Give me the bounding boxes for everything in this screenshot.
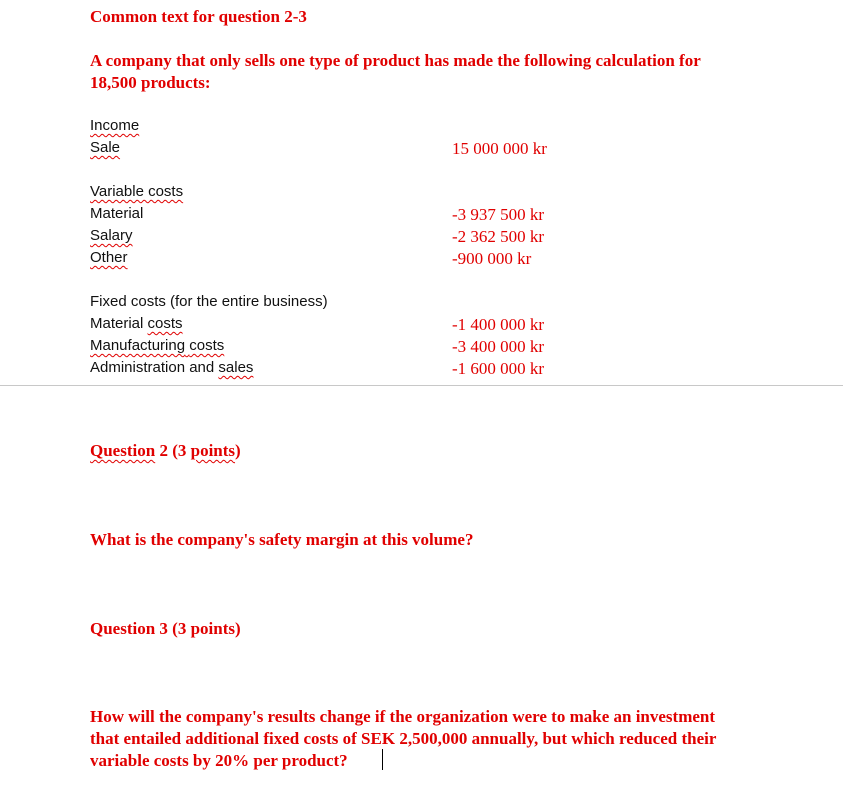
question-2-text: What is the company's safety margin at this volume?: [90, 530, 474, 549]
q2-heading-word: Question: [90, 441, 156, 460]
sale-label: Sale: [90, 139, 121, 156]
fixed-manufacturing-word1: Manufacturing: [90, 337, 186, 354]
page-divider: [0, 385, 843, 386]
fixed-material-label: [90, 315, 183, 332]
fixed-material-value: -1 400 000 kr: [452, 315, 545, 334]
question-3-line-1: How will the company's results change if the organization were to make an investment: [90, 707, 716, 726]
question-2-heading: [90, 441, 241, 461]
fixed-admin-word2: sales: [218, 359, 254, 376]
fixed-admin-label: [90, 359, 253, 376]
fixed-manufacturing-word2: costs: [189, 337, 225, 354]
fixed-material-word2: costs: [147, 315, 183, 332]
variable-costs-label: Variable costs: [90, 183, 184, 200]
fixed-admin-value: -1 600 000 kr: [452, 359, 545, 378]
variable-other-value: -900 000 kr: [452, 249, 532, 268]
fixed-costs-label: Fixed costs (for the entire business): [90, 293, 328, 310]
fixed-admin-word1: Administration and: [90, 359, 215, 376]
fixed-manufacturing-value: -3 400 000 kr: [452, 337, 545, 356]
question-3-line-2: that entailed additional fixed costs of SEK 2,500,000 annually, but which reduced their: [90, 729, 717, 748]
fixed-manufacturing-label: [90, 337, 224, 354]
section-heading: Common text for question 2-3: [90, 7, 307, 26]
text-cursor: [382, 749, 383, 770]
variable-salary-label: Salary: [90, 227, 133, 244]
intro-line-2: 18,500 products:: [90, 73, 211, 92]
question-3-heading: Question 3 (3 points): [90, 619, 241, 638]
variable-material-label: Material: [90, 205, 144, 222]
sale-value: 15 000 000 kr: [452, 139, 547, 158]
variable-material-value: -3 937 500 kr: [452, 205, 545, 224]
fixed-material-word1: Material: [90, 315, 144, 332]
income-label: Income: [90, 117, 140, 134]
variable-other-label: Other: [90, 249, 128, 266]
q2-heading-end: ): [235, 441, 241, 460]
q2-heading-points: points: [190, 441, 236, 460]
q2-heading-mid: 2 (3: [155, 441, 191, 460]
variable-salary-value: -2 362 500 kr: [452, 227, 545, 246]
intro-line-1: A company that only sells one type of product has made the following calculation for: [90, 51, 701, 70]
question-3-line-3[interactable]: variable costs by 20% per product?: [90, 751, 348, 770]
